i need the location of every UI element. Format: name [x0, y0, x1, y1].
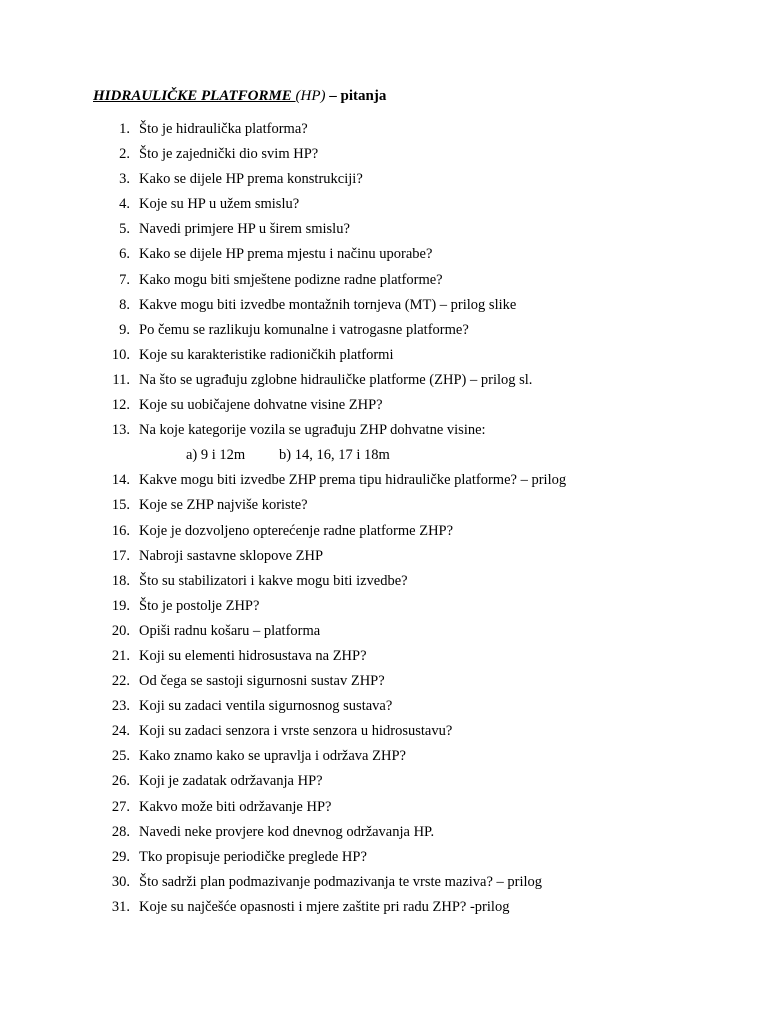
question-13-options	[0, 445, 768, 470]
question-number: 16.	[111, 522, 130, 539]
question-text: Po čemu se razlikuju komunalne i vatrogasne platforme?	[139, 321, 469, 338]
question-number: 20.	[111, 622, 130, 639]
question-item	[0, 822, 768, 847]
question-text: Koje su uobičajene dohvatne visine ZHP?	[139, 397, 383, 414]
question-number: 2.	[119, 146, 130, 163]
question-text: Nabroji sastavne sklopove ZHP	[139, 547, 324, 564]
question-number: 8.	[119, 296, 130, 313]
question-item	[0, 395, 768, 420]
question-text: Na koje kategorije vozila se ugrađuju ZHP dohvatne visine:	[139, 422, 486, 439]
question-item	[0, 696, 768, 721]
question-item	[0, 295, 768, 320]
question-item	[0, 495, 768, 520]
question-number: 31.	[111, 898, 130, 915]
question-item	[0, 797, 768, 822]
question-item	[0, 646, 768, 671]
question-item	[0, 144, 768, 169]
question-number: 5.	[119, 221, 130, 238]
question-item	[0, 244, 768, 269]
question-item	[0, 872, 768, 897]
question-text: Kako mogu biti smještene podizne radne platforme?	[139, 271, 443, 288]
question-text: Koje je dozvoljeno opterećenje radne platforme ZHP?	[139, 522, 454, 539]
question-text: Što je hidraulička platforma?	[139, 121, 308, 137]
question-number: 21.	[111, 647, 130, 664]
question-number: 29.	[111, 848, 130, 865]
question-text: Od čega se sastoji sigurnosni sustav ZHP?	[139, 673, 385, 690]
question-text: Na što se ugrađuju zglobne hidrauličke platforme (ZHP) – prilog sl.	[139, 371, 533, 388]
question-text: Kakve mogu biti izvedbe ZHP prema tipu hidrauličke platforme? – prilog	[139, 472, 567, 489]
question-text: Kako se dijele HP prema konstrukciji?	[139, 171, 363, 188]
question-number: 6.	[119, 246, 130, 263]
question-text: Kako znamo kako se upravlja i održava ZHP?	[139, 748, 406, 765]
question-number: 30.	[111, 873, 130, 890]
question-number: 4.	[119, 196, 130, 213]
question-number: 11.	[112, 371, 130, 388]
question-text: Koje su HP u užem smislu?	[139, 196, 300, 213]
question-item	[0, 521, 768, 546]
question-item	[0, 771, 768, 796]
question-number: 22.	[111, 673, 130, 690]
question-item	[0, 546, 768, 571]
question-text: Koji su zadaci senzora i vrste senzora u hidrosustavu?	[139, 723, 453, 740]
question-number: 23.	[111, 698, 130, 715]
question-text: Tko propisuje periodičke preglede HP?	[139, 848, 367, 865]
question-number: 13.	[111, 422, 130, 439]
question-item	[0, 897, 768, 922]
question-text: Koje se ZHP najviše koriste?	[139, 497, 308, 514]
question-item	[0, 370, 768, 395]
question-text: Kakve mogu biti izvedbe montažnih tornjeva (MT) – prilog slike	[139, 296, 517, 313]
question-text: Što je postolje ZHP?	[139, 597, 260, 614]
title-main: HIDRAULIČKE PLATFORME	[93, 88, 296, 104]
question-number: 1.	[119, 121, 130, 137]
question-number: 25.	[111, 748, 130, 765]
question-item	[0, 621, 768, 646]
question-number: 19.	[111, 597, 130, 614]
question-text: Navedi neke provjere kod dnevnog održavanja HP.	[139, 823, 435, 840]
question-text: Koji je zadatak održavanja HP?	[139, 773, 323, 790]
question-item	[0, 596, 768, 621]
document-title	[93, 86, 386, 106]
question-item	[0, 345, 768, 370]
question-number: 17.	[111, 547, 130, 564]
question-number: 14.	[111, 472, 130, 489]
question-text: Koji su elementi hidrosustava na ZHP?	[139, 647, 367, 664]
question-item	[0, 320, 768, 345]
question-number: 10.	[111, 346, 130, 363]
question-item	[0, 721, 768, 746]
question-list	[0, 119, 768, 922]
question-number: 28.	[111, 823, 130, 840]
question-number: 27.	[111, 798, 130, 815]
question-item	[0, 746, 768, 771]
question-item	[0, 270, 768, 295]
question-text: Što sadrži plan podmazivanje podmazivanja te vrste maziva? – prilog	[139, 873, 543, 890]
question-item	[0, 194, 768, 219]
question-number: 18.	[111, 572, 130, 589]
question-item	[0, 420, 768, 445]
option-a: a) 9 i 12m	[186, 447, 246, 464]
title-separator: –	[325, 88, 341, 104]
question-text: Koje su najčešće opasnosti i mjere zaštite pri radu ZHP? -prilog	[139, 898, 510, 915]
question-text: Kakvo može biti održavanje HP?	[139, 798, 332, 815]
question-number: 3.	[119, 171, 130, 188]
question-text: Što su stabilizatori i kakve mogu biti izvedbe?	[139, 572, 408, 589]
question-number: 9.	[119, 321, 130, 338]
question-text: Koji su zadaci ventila sigurnosnog sustava?	[139, 698, 393, 715]
question-text: Koje su karakteristike radioničkih platformi	[139, 346, 394, 363]
question-item	[0, 671, 768, 696]
question-number: 7.	[119, 271, 130, 288]
title-abbreviation: (HP)	[295, 88, 326, 104]
question-item	[0, 571, 768, 596]
question-item	[0, 219, 768, 244]
question-text: Kako se dijele HP prema mjestu i načinu uporabe?	[139, 246, 433, 263]
question-number: 15.	[111, 497, 130, 514]
question-item	[0, 169, 768, 194]
question-number: 24.	[111, 723, 130, 740]
question-text: Opiši radnu košaru – platforma	[139, 622, 321, 639]
question-text: Što je zajednički dio svim HP?	[139, 146, 319, 163]
question-item	[0, 470, 768, 495]
title-tail: pitanja	[340, 88, 387, 104]
question-text: Navedi primjere HP u širem smislu?	[139, 221, 350, 238]
question-item	[0, 847, 768, 872]
question-item	[0, 119, 768, 144]
question-number: 12.	[111, 397, 130, 414]
question-number: 26.	[111, 773, 130, 790]
option-b: b) 14, 16, 17 i 18m	[279, 447, 390, 464]
